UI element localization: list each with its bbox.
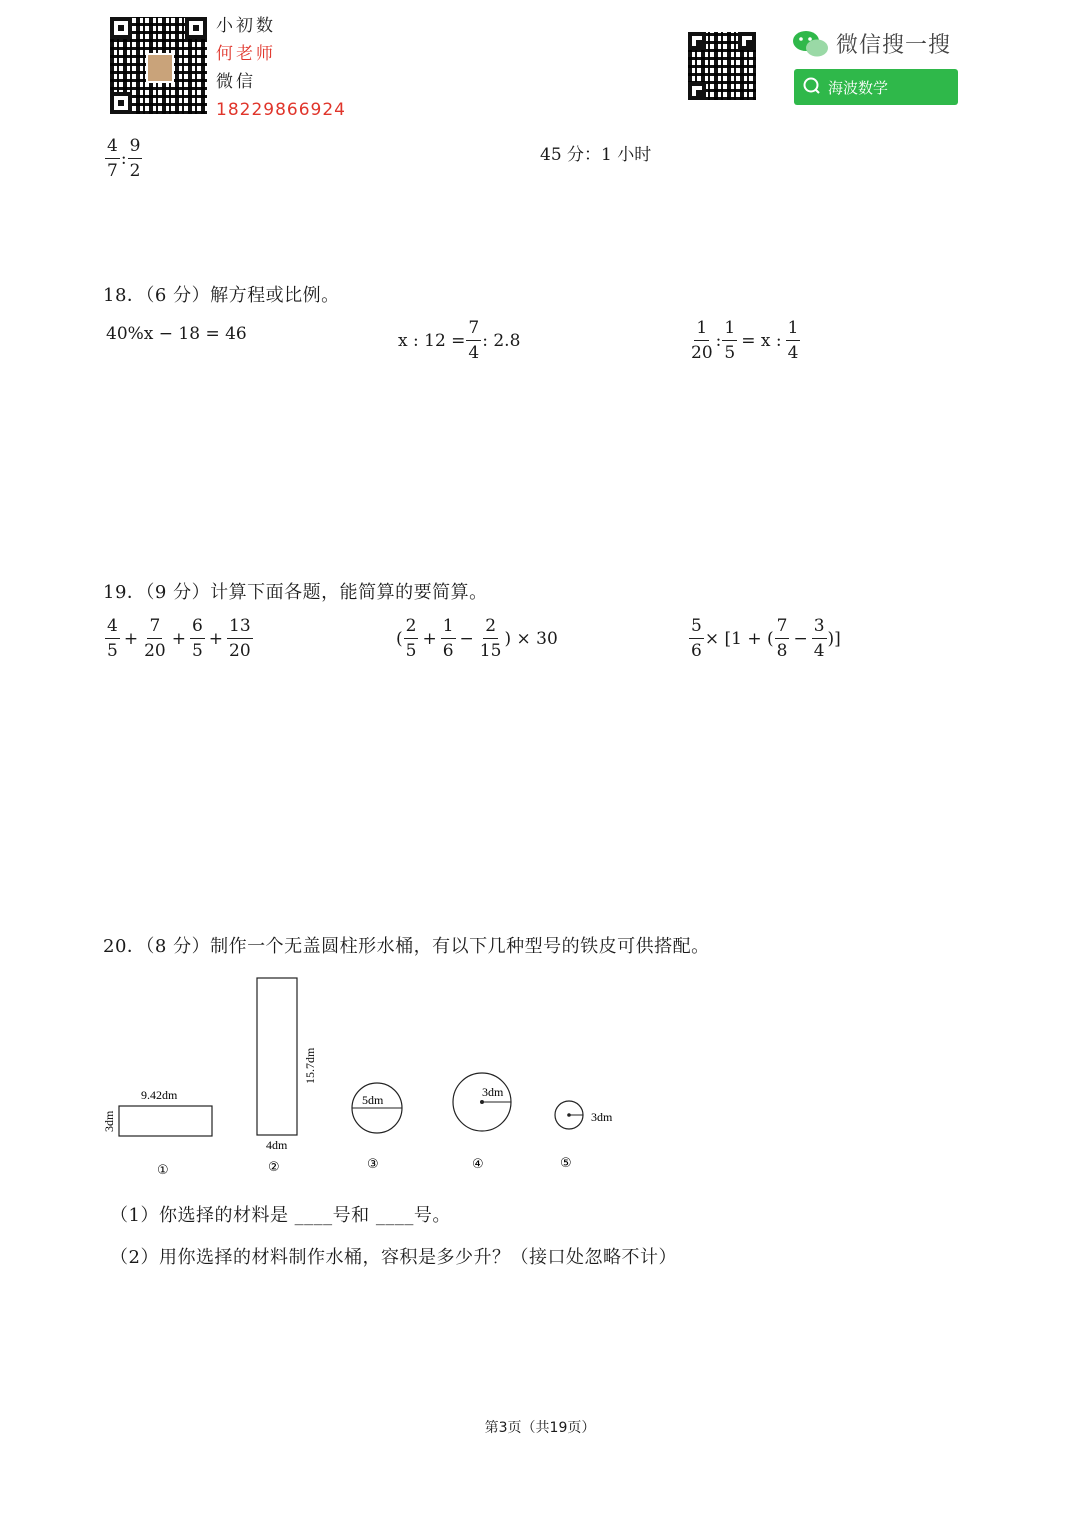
search-qr-code xyxy=(688,32,756,100)
teacher-line-1: 小初数 xyxy=(216,16,276,36)
ratio-a: $\frac{4}{7}$ : $\frac{9}{2}$ xyxy=(107,136,141,181)
sheet-4-number: ④ xyxy=(472,1157,484,1172)
teacher-name: 何老师 xyxy=(216,44,276,64)
search-button-label: 海波数学 xyxy=(828,78,889,97)
sheet-2-number: ② xyxy=(268,1160,280,1175)
sheet-5-label: 3dm xyxy=(591,1110,613,1124)
q20-title: 20．（8 分）制作一个无盖圆柱形水桶，有以下几种型号的铁皮可供搭配。 xyxy=(103,936,710,957)
search-brand-text: 微信搜一搜 xyxy=(836,33,952,58)
operator: + xyxy=(123,628,139,649)
q19-expr1 xyxy=(104,614,254,663)
teacher-phone: 18229866924 xyxy=(216,100,346,120)
q20-sub2: （2）用你选择的材料制作水桶，容积是多少升？（接口处忽略不计） xyxy=(110,1247,677,1268)
sheet-4-label: 3dm xyxy=(482,1085,504,1099)
q18-eq2: x : 12 = $\frac{7}{4}$ : 2.8 xyxy=(398,318,521,363)
wechat-search-brand xyxy=(792,28,951,59)
q19-expr3: $\frac{5}{6}$ × [1 + ( $\frac{7}{8}$ − $\frac{3}{4}$ )] xyxy=(691,616,841,661)
sheet-2-height: 15.7dm xyxy=(303,1047,317,1084)
search-button[interactable] xyxy=(794,69,958,105)
q18-eq1: 40%x − 18 = 46 xyxy=(106,324,247,344)
teacher-info xyxy=(216,12,346,124)
wechat-icon xyxy=(792,29,830,59)
teacher-qr-code xyxy=(110,17,207,114)
q18-eq3: $\frac{1}{20}$ : $\frac{1}{5}$ = x : $\frac{1}{4}$ xyxy=(691,318,799,363)
sheet-2-rect xyxy=(257,978,297,1135)
sheet-1-width: 9.42dm xyxy=(141,1088,178,1102)
operator: + xyxy=(208,628,224,649)
sheet-5-number: ⑤ xyxy=(560,1156,572,1171)
ratio-b: 45 分：1 小时 xyxy=(540,145,652,165)
q18-title: 18．（6 分）解方程或比例。 xyxy=(103,285,340,306)
page-number: 第3页（共19页） xyxy=(484,1420,596,1436)
q19-title: 19．（9 分）计算下面各题，能简算的要简算。 xyxy=(103,582,488,603)
sheet-1-rect xyxy=(119,1106,212,1136)
fraction: $\frac{7}{20}$ xyxy=(144,616,166,661)
search-icon xyxy=(794,69,828,105)
fraction: $\frac{4}{5}$ xyxy=(107,616,118,661)
fraction: $\frac{13}{20}$ xyxy=(229,616,251,661)
teacher-avatar xyxy=(146,53,174,83)
teacher-line-3: 微信 xyxy=(216,72,256,92)
operator: + xyxy=(171,628,186,649)
sheet-1-number: ① xyxy=(157,1163,169,1178)
sheet-3-label: 5dm xyxy=(362,1093,384,1107)
q19-expr2: ( $\frac{2}{5}$ + $\frac{1}{6}$ − $\frac{2}{15}$ ) × 30 xyxy=(396,616,558,661)
q20-materials-figure xyxy=(100,972,630,1182)
sheet-3-number: ③ xyxy=(367,1157,379,1172)
q20-sub1: （1）你选择的材料是 ____号和 ____号。 xyxy=(110,1205,451,1226)
sheet-1-height: 3dm xyxy=(102,1110,116,1132)
fraction: $\frac{6}{5}$ xyxy=(191,616,203,661)
sheet-2-width: 4dm xyxy=(266,1138,288,1152)
